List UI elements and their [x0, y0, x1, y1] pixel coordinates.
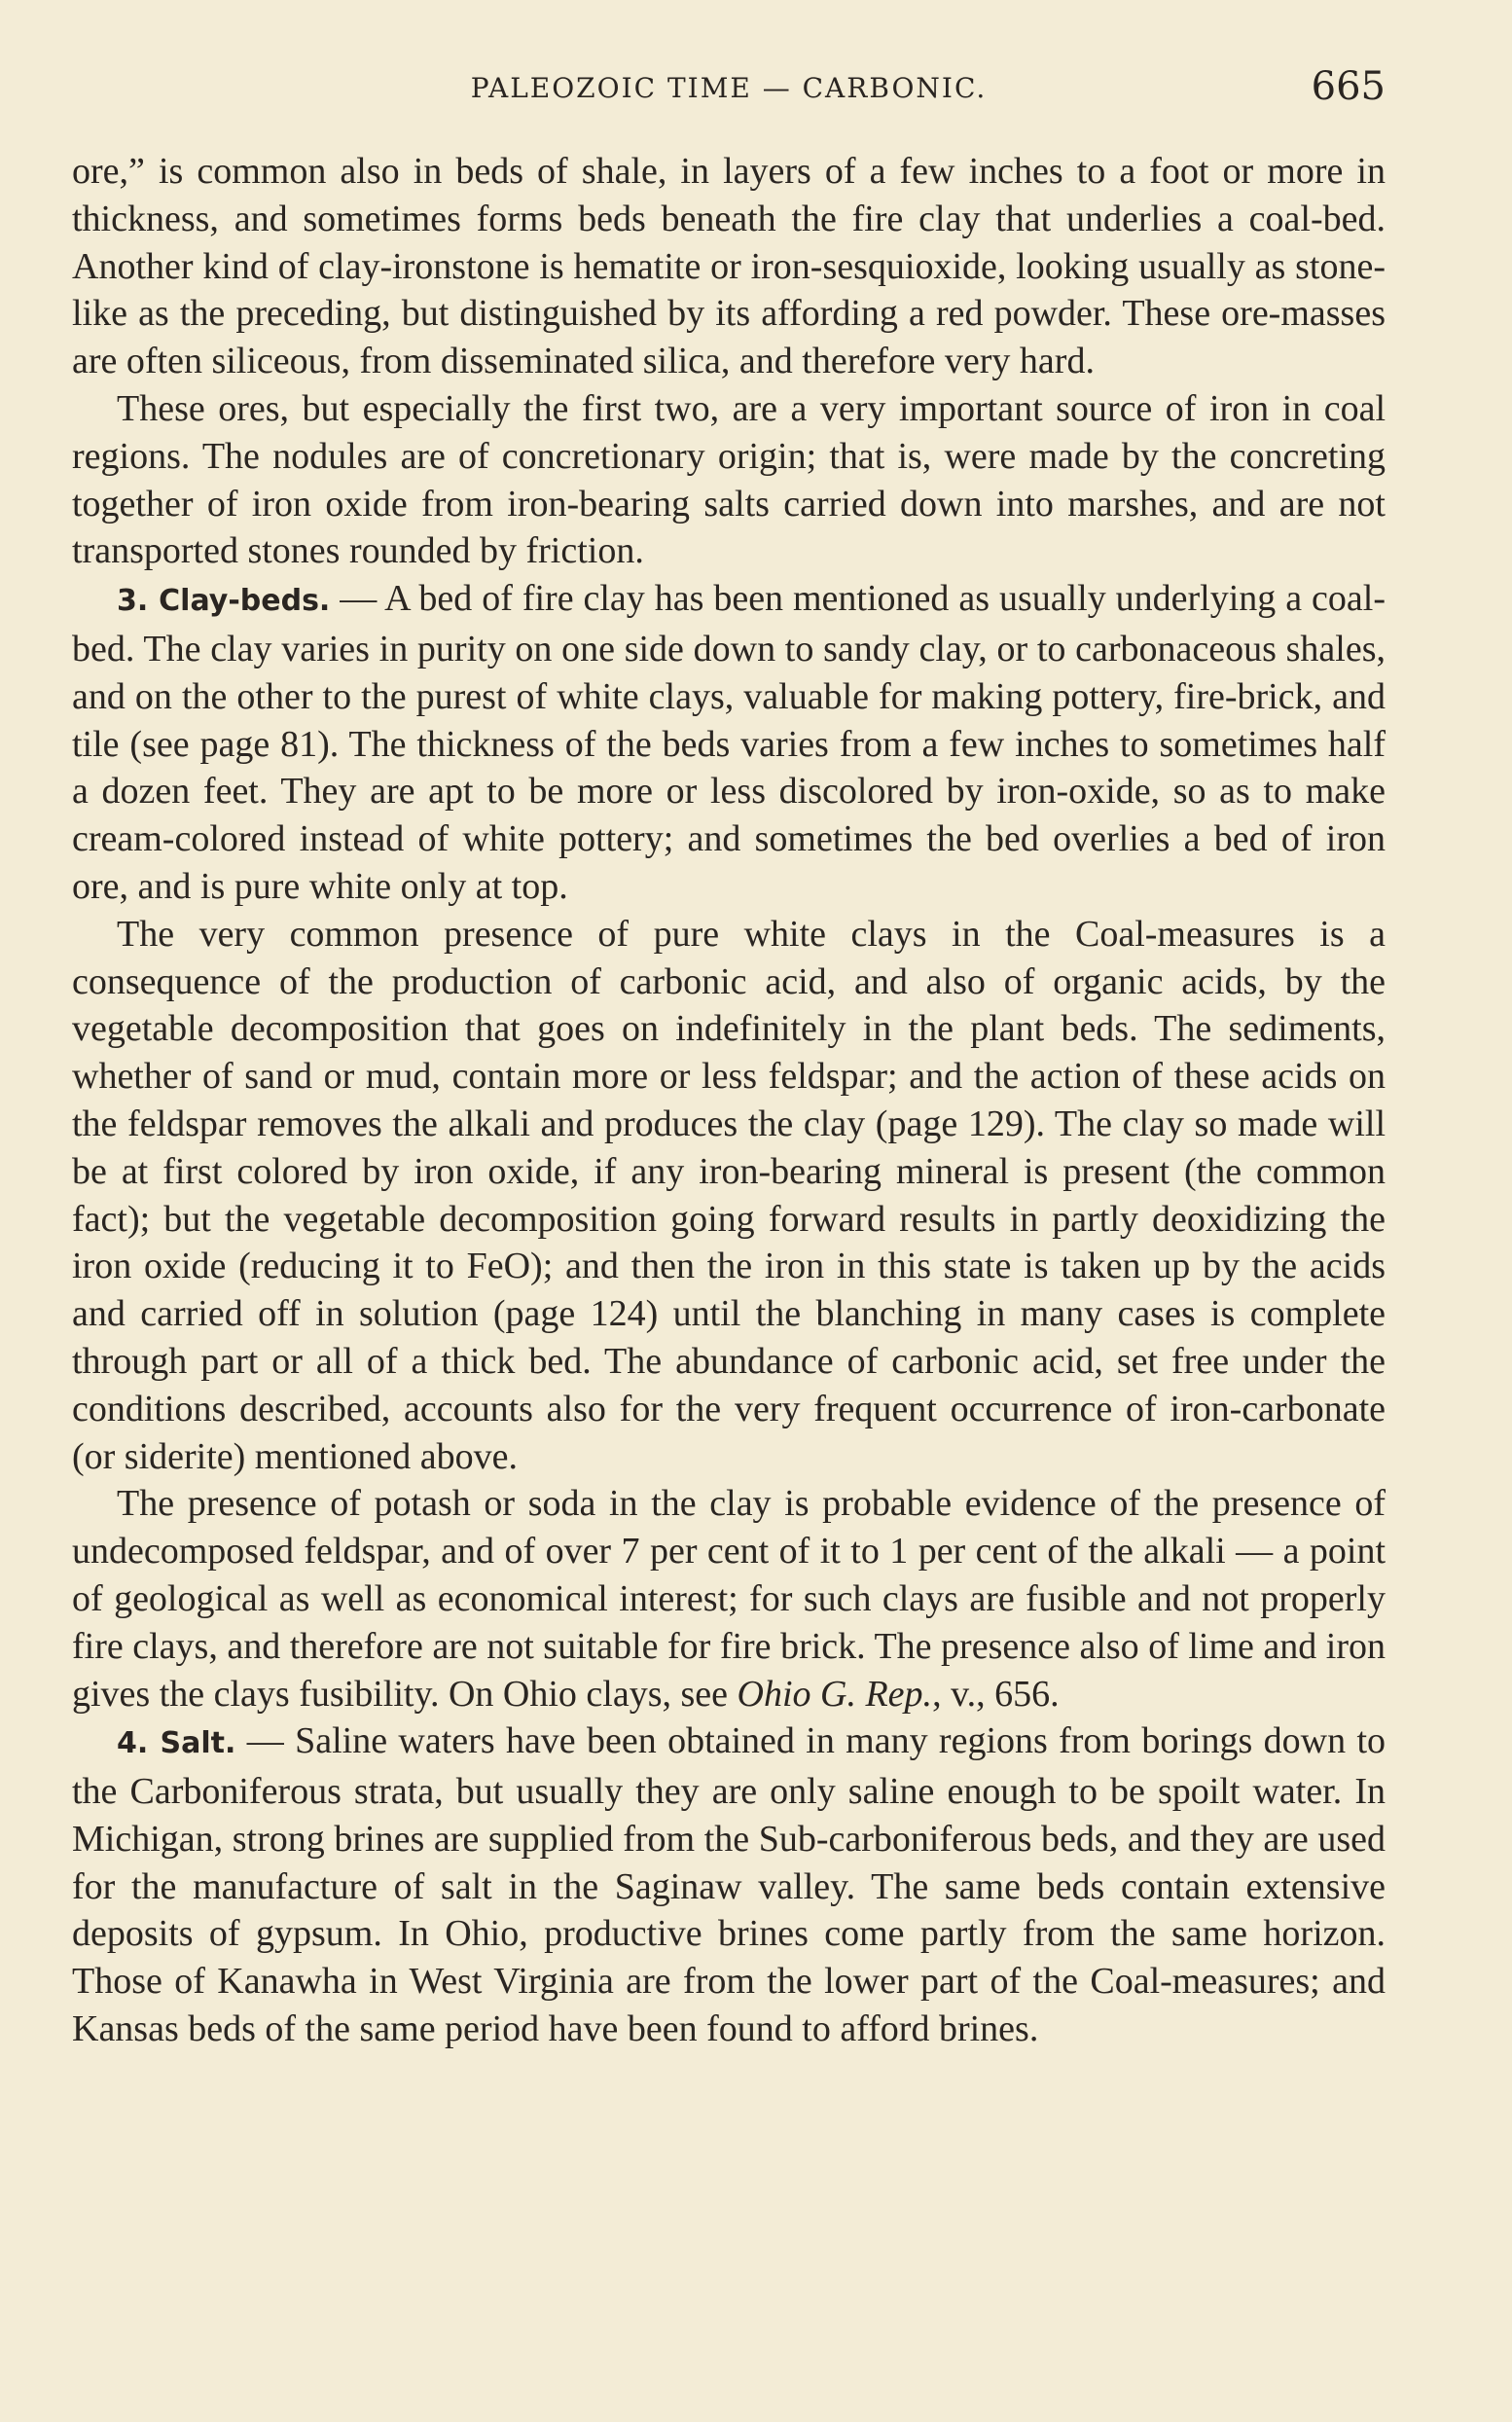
citation-ohio-report: Ohio G. Rep.	[737, 1673, 933, 1715]
page-number: 665	[1311, 64, 1386, 109]
paragraph-salt	[72, 1717, 1386, 2053]
paragraph-iron-ores: These ores, but especially the first two, are a very important source of iron in coal regions. The nodules are of concretionary origin; that is, were made by the concreting together of iron oxide from iron-bearing salts carried down into marshes, and are not transported stones rounded by friction.	[72, 387, 1386, 572]
paragraph-continuation: ore,” is common also in beds of shale, in layers of a few inches to a foot or more in thickness, and sometimes forms beds beneath the fire clay that underlies a coal-bed. Another kind of clay-ironstone is hematite or iron-sesquioxide, looking usually as stone-like as the preceding, but distinguished by its affording a red powder. These ore-masses are often siliceous, from disseminated silica, and therefore very hard.	[72, 151, 1386, 382]
potash-soda-text: The presence of potash or soda in the clay is probable evidence of the presence of undecomposed feldspar, and of over 7 per cent of it to 1 per cent of the alkali — a point of geological as well as economical interest; for such clays are fusible and not properly fire clays, and therefore are not suitable for fire brick. The presence also of lime and iron gives the clays fusibility. On Ohio clays, see	[72, 1483, 1386, 1715]
section-heading-clay-beds: 3. Clay-beds.	[117, 584, 331, 619]
paragraph-potash-soda	[72, 1480, 1386, 1717]
paragraph-clay-beds	[72, 575, 1386, 911]
running-title: PALEOZOIC TIME — CARBONIC.	[470, 72, 988, 104]
paragraph-white-clays: The very common presence of pure white clays in the Coal-measures is a consequence of the production of carbonic acid, and also of organic acids, by the vegetable decomposition that goes on indefinitely in the plant beds. The sediments, whether of sand or mud, contain more or less feldspar; and the action of these acids on the feldspar removes the alkali and produces the clay (page 129). The clay so made will be at first colored by iron oxide, if any iron-bearing mineral is present (the common fact); but the vegetable decomposition going forward results in partly deoxidizing the iron oxide (reducing it to FeO); and then the iron in this state is taken up by the acids and carried off in solution (page 124) until the blanching in many cases is complete through part or all of a thick bed. The abundance of carbonic acid, set free under the conditions described, accounts also for the very frequent occurrence of iron-carbonate (or siderite) mentioned above.	[72, 913, 1386, 1477]
citation-volume: , v., 656.	[932, 1673, 1060, 1715]
body-text	[72, 148, 1386, 2053]
salt-text: — Saline waters have been obtained in many regions from borings down to the Carboniferous strata, but usually they are only saline enough to be spoilt water. In Michigan, strong brines are supplied from the Sub-carboniferous beds, and they are used for the manufacture of salt in the Saginaw valley. The same beds contain extensive deposits of gypsum. In Ohio, productive brines come partly from the same horizon. Those of Kanawha in West Virginia are from the lower part of the Coal-measures; and Kansas beds of the same period have been found to afford brines.	[72, 1720, 1386, 2050]
section-heading-salt: 4. Salt.	[117, 1726, 236, 1761]
clay-beds-text: — A bed of fire clay has been mentioned as usually underlying a coal-bed. The clay varies in purity on one side down to sandy clay, or to carbonaceous shales, and on the other to the purest of white clays, valuable for making pottery, fire-brick, and tile (see page 81). The thickness of the beds varies from a few inches to sometimes half a dozen feet. They are apt to be more or less discolored by iron-oxide, so as to make cream-colored instead of white pottery; and sometimes the bed overlies a bed of iron ore, and is pure white only at top.	[72, 578, 1386, 907]
running-head	[72, 64, 1386, 113]
